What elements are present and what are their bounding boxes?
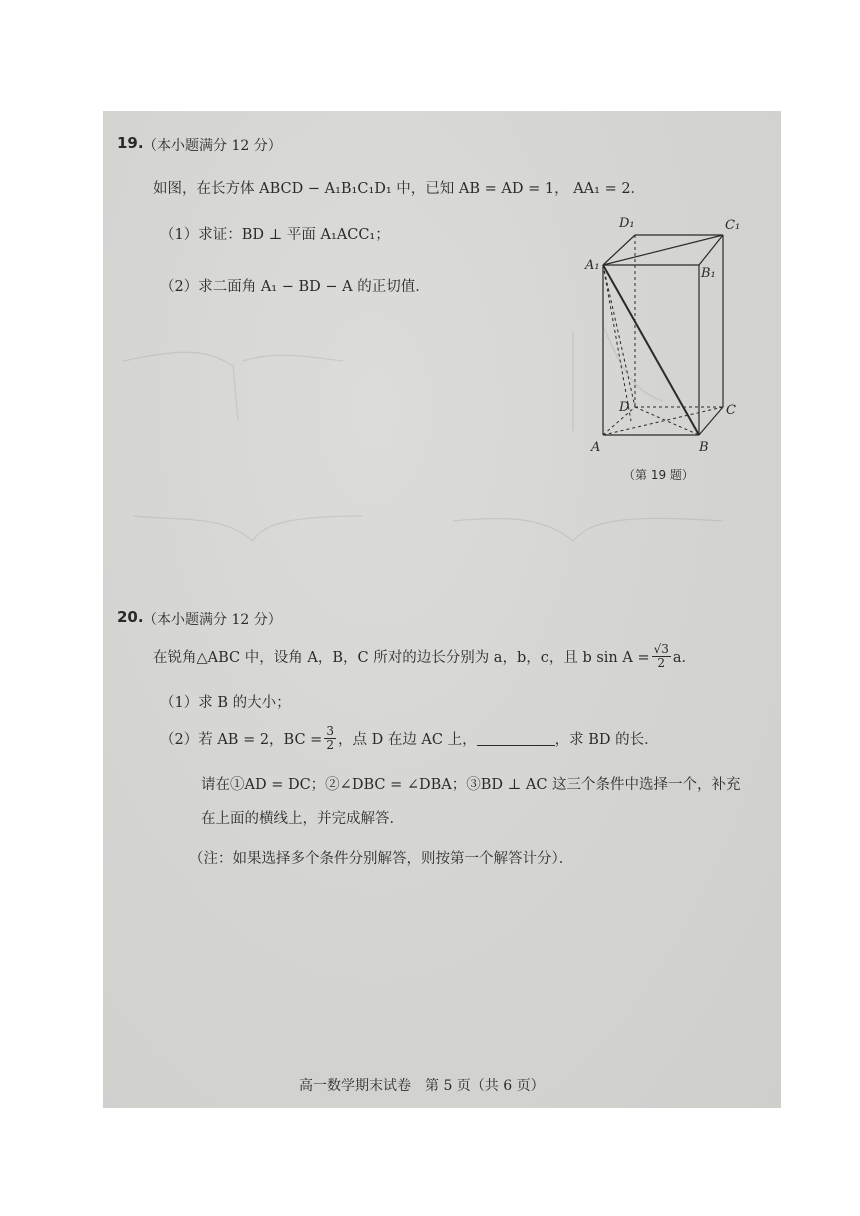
q20-part2 [160,725,659,752]
q19-header: （本小题满分 12 分） [143,138,282,154]
label-d1: D₁ [619,216,635,231]
fraction-denominator: 2 [326,738,334,752]
q20-part2-fraction [324,725,336,752]
q20-note: （注：如果选择多个条件分别解答，则按第一个解答计分）． [189,851,574,867]
prism-figure [581,211,751,471]
q20-intro [153,643,696,670]
q20-header: （本小题满分 12 分） [143,612,282,628]
label-b1: B₁ [701,266,716,281]
q20-number: 20. [117,608,144,626]
label-c1: C₁ [725,218,741,233]
fraction-denominator: 2 [657,656,666,670]
answer-blank[interactable] [477,731,555,746]
fraction-numerator: √3 [653,642,669,656]
label-c: C [726,403,736,418]
fraction-numerator: 3 [326,724,334,738]
exam-page [103,111,781,1108]
label-d: D [619,400,630,415]
q19-part2: （2）求二面角 A₁ − BD − A 的正切值． [160,279,430,295]
label-a: A [591,440,601,455]
label-b: B [699,440,709,455]
figure-caption: （第 19 题） [623,468,694,482]
q20-part1: （1）求 B 的大小； [160,695,291,711]
q20-part2-mid: ，点 D 在边 AC 上， [337,732,477,748]
q20-part2-text: （2）若 AB = 2，BC = [160,732,323,748]
label-a1: A₁ [585,258,600,273]
q20-intro-fraction [652,643,671,670]
q20-instruction-line2: 在上面的横线上，并完成解答． [201,811,404,827]
q20-intro-end: a． [672,650,697,666]
q19-part1: （1）求证：BD ⊥ 平面 A₁ACC₁； [160,227,390,243]
q19-number: 19. [117,134,144,152]
q20-instruction-line1: 请在①AD = DC；②∠DBC = ∠DBA；③BD ⊥ AC 这三个条件中选择一个，补充 [201,777,741,793]
q20-intro-text: 在锐角△ABC 中，设角 A，B，C 所对的边长分别为 a，b，c，且 b sin A = [153,650,650,666]
q19-intro: 如图，在长方体 ABCD − A₁B₁C₁D₁ 中，已知 AB = AD = 1， AA₁ = 2． [153,181,646,197]
q20-part2-end: ，求 BD 的长． [554,732,659,748]
page-footer: 高一数学期末试卷 第 5 页（共 6 页） [299,1078,545,1094]
